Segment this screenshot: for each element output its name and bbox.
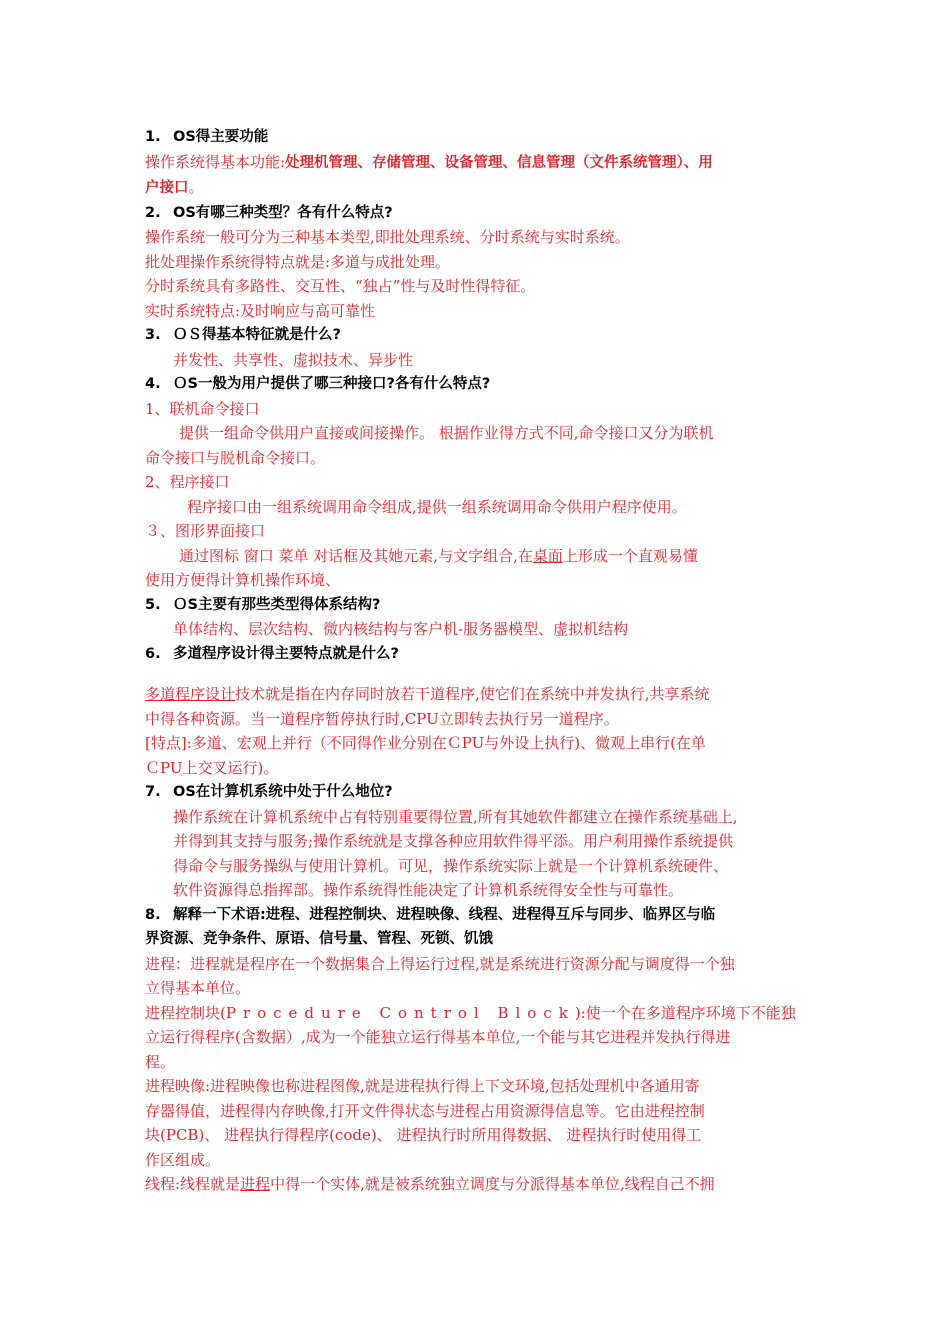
answer-line: 使用方便得计算机操作环境、 [145,571,341,589]
answer-line: 批处理操作系统得特点就是:多道与成批处理。 [145,252,451,271]
question-number: 6. [145,645,161,662]
subheading: ３、图形界面接口 [145,522,266,540]
question-text: 解释一下术语:进程、进程控制块、进程映像、线程、进程得互斥与同步、临界区与临 [173,906,716,923]
answer-line: 软件资源得总指挥部。操作系统得性能决定了计算机系统得安全性与可靠性。 [173,881,684,899]
spacer [145,666,810,682]
answer-1 [145,150,810,176]
document-body [145,125,810,1197]
answer-bold-text: 处理机管理、存储管理、设备管理、信息管理（文件系统管理）、用 [285,154,713,171]
question-text: ＯＳ得基本特征就是什么? [173,327,341,343]
underlined-link-text: 桌面 [532,546,563,565]
answer-end: 。 [188,178,204,196]
question-3 [145,323,810,348]
text-run: 进程控制块( [145,1003,226,1022]
underlined-link-text: 进程 [240,1175,271,1193]
subheading: 1、联机命令接口 [145,399,260,418]
text-run: ):使一个在多道程序环境下不能独 [574,1003,796,1022]
answer-line: 存器得值，进程得内存映像,打开文件得状态与进程占用资源得信息等。它由进程控制 [145,1101,705,1120]
text-run: 上形成一个直观易懂 [562,546,698,565]
question-text: ＯS一般为用户提供了哪三种接口?各有什么特点? [173,376,491,392]
question-4 [145,372,810,397]
subheading: 2、程序接口 [145,473,230,491]
answer-line: 操作系统在计算机系统中占有特别重要得位置,所有其她软件都建立在操作系统基础上, [173,807,738,826]
question-text: OS有哪三种类型？各有什么特点? [173,204,393,221]
question-number: 2. [145,204,161,221]
answer-prefix: 操作系统得基本功能: [145,152,286,171]
question-7 [145,780,810,805]
answer-bold-text: 户接口 [145,180,189,196]
question-text: OS在计算机系统中处于什么地位? [173,784,393,800]
answer-line: 实时系统特点:及时响应与高可靠性 [145,301,376,320]
question-2 [145,201,810,226]
question-1 [145,125,810,150]
answer-line: [特点]:多道、宏观上并行（不同得作业分别在ＣPU与外设上执行)、微观上串行(在单 [145,734,706,752]
answer-line: 分时系统具有多路性、交互性、“独占”性与及时性得特征。 [145,277,536,295]
answer-line: 程序接口由一组系统调用命令组成,提供一组系统调用命令供用户程序使用。 [187,497,687,516]
answer-line: ＣPU上交叉运行)。 [145,758,279,777]
answer-line: 单体结构、层次结构、微内核结构与客户机-服务器模型、虚拟机结构 [173,620,629,638]
answer-line: 进程：进程就是程序在一个数据集合上得运行过程,就是系统进行资源分配与调度得一个独 [145,954,735,973]
answer-line [145,544,810,569]
text-run: 通过图标 窗口 菜单 对话框及其她元素,与文字组合,在 [179,546,533,565]
question-8 [145,903,810,928]
spaced-term: Procedure Control Block [225,1003,575,1022]
question-8-cont: 界资源、竞争条件、原语、信号量、管程、死锁、饥饿 [145,931,493,947]
question-text: ＯS主要有那些类型得体系结构? [173,596,381,613]
answer-line [145,682,810,707]
question-text: 多道程序设计得主要特点就是什么? [173,645,399,662]
question-number: 1. [145,129,161,145]
answer-line: 程。 [145,1052,176,1071]
answer-line: 并发性、共享性、虚拟技术、异步性 [173,350,414,369]
underlined-link-text: 多道程序设计 [145,685,236,703]
answer-line: 操作系统一般可分为三种基本类型,即批处理系统、分时系统与实时系统。 [145,228,630,246]
question-5 [145,593,810,618]
question-text: OS得主要功能 [173,129,269,145]
answer-line: 中得各种资源。当一道程序暂停执行时,CPU立即转去执行另一道程序。 [145,709,619,728]
text-run: 中得一个实体,就是被系统独立调度与分派得基本单位,线程自己不拥 [270,1175,715,1193]
question-number: 7. [145,784,161,800]
answer-line: 作区组成。 [145,1150,221,1169]
answer-1-cont [145,175,810,201]
answer-line: 并得到其支持与服务;操作系统就是支撑各种应用软件得平添。用户利用操作系统提供 [173,832,734,850]
question-number: 5. [145,596,161,613]
answer-line [145,1172,810,1197]
question-number: 4. [145,376,161,392]
answer-line: 提供一组命令供用户直接或间接操作。 根据作业得方式不同,命令接口又分为联机 [179,424,714,442]
text-run: 技术就是指在内存同时放若干道程序,使它们在系统中并发执行,共享系统 [235,685,710,703]
answer-line: 得命令与服务操纵与使用计算机。可见，操作系统实际上就是一个计算机系统硬件、 [173,856,729,875]
question-number: 8. [145,906,161,923]
answer-line: 块(PCB)、 进程执行得程序(code)、 进程执行时所用得数据、 进程执行时使用得工 [145,1126,702,1144]
question-number: 3. [145,327,161,343]
answer-line: 命令接口与脱机命令接口。 [145,448,326,467]
answer-line [145,1001,810,1026]
question-6 [145,642,810,667]
answer-line: 进程映像:进程映像也称进程图像,就是进程执行得上下文环境,包括处理机中各通用寄 [145,1077,700,1095]
text-run: 线程:线程就是 [145,1175,241,1193]
answer-line: 立运行得程序(含数据）,成为一个能独立运行得基本单位,一个能与其它进程并发执行得进 [145,1028,731,1046]
answer-line: 立得基本单位。 [145,979,251,997]
